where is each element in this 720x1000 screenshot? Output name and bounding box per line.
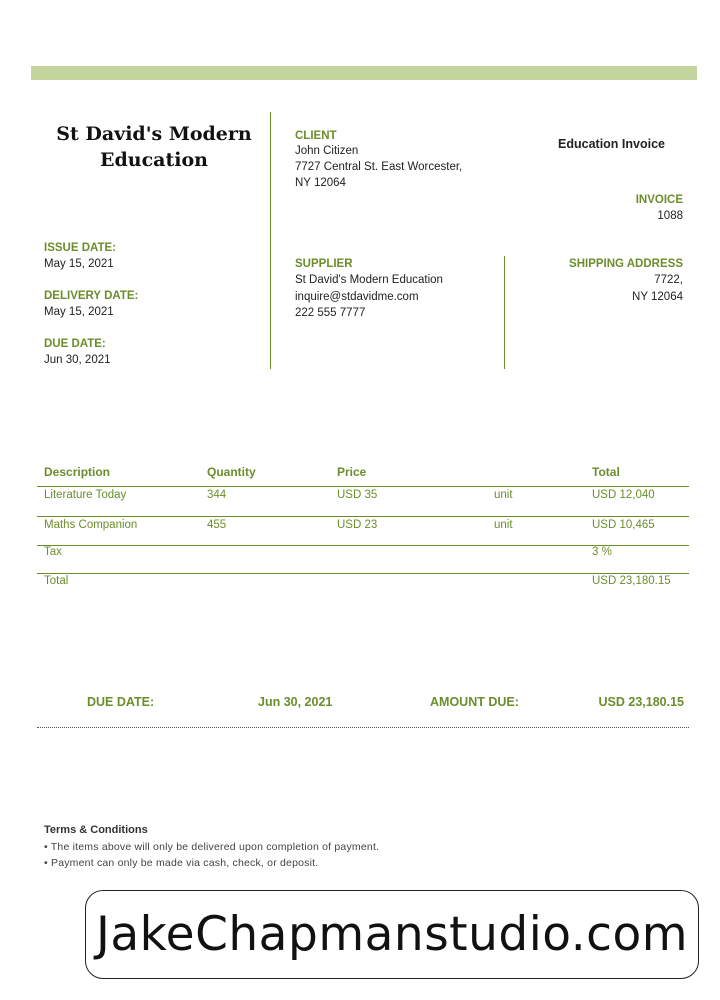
watermark-banner <box>85 890 699 979</box>
shipping-line2: NY 12064 <box>632 291 683 303</box>
supplier-phone: 222 555 7777 <box>295 307 366 319</box>
row2-description: Maths Companion <box>44 519 138 531</box>
issue-date-label: ISSUE DATE: <box>44 242 116 254</box>
row1-description: Literature Today <box>44 489 127 501</box>
watermark-text: JakeChapmanstudio.com <box>95 907 689 962</box>
tax-value: 3 % <box>592 546 612 558</box>
summary-amount-label: AMOUNT DUE: <box>430 695 519 709</box>
table-header-rule <box>37 486 689 487</box>
client-name: John Citizen <box>295 145 359 157</box>
row2-unit: unit <box>494 519 513 531</box>
summary-due-label: DUE DATE: <box>87 695 155 709</box>
document-type: Education Invoice <box>558 137 665 151</box>
summary-dotted-rule <box>37 727 689 728</box>
summary-amount-value: USD 23,180.15 <box>598 695 684 709</box>
supplier-email: inquire@stdavidme.com <box>295 291 419 303</box>
terms-line: • Payment can only be made via cash, check, or deposit. <box>44 857 319 869</box>
company-name: St David's Modern Education <box>56 123 252 171</box>
row1-quantity: 344 <box>207 489 227 501</box>
due-date-label: DUE DATE: <box>44 338 106 350</box>
delivery-date-label: DELIVERY DATE: <box>44 290 139 302</box>
divider-left <box>270 112 271 369</box>
table-row-rule <box>37 573 689 574</box>
table-row-rule <box>37 516 689 517</box>
row1-unit: unit <box>494 489 513 501</box>
client-label: CLIENT <box>295 130 337 142</box>
header-accent-bar <box>31 66 697 80</box>
invoice-label: INVOICE <box>635 194 683 206</box>
tax-label: Tax <box>44 546 62 558</box>
invoice-number: 1088 <box>657 210 683 222</box>
issue-date-value: May 15, 2021 <box>44 258 114 270</box>
col-header-quantity: Quantity <box>207 465 256 479</box>
supplier-label: SUPPLIER <box>295 258 353 270</box>
row1-total: USD 12,040 <box>592 489 655 501</box>
shipping-label: SHIPPING ADDRESS <box>569 258 683 270</box>
shipping-line1: 7722, <box>654 274 683 286</box>
summary-due-value: Jun 30, 2021 <box>258 695 333 709</box>
terms-title: Terms & Conditions <box>44 824 148 836</box>
total-value: USD 23,180.15 <box>592 575 671 587</box>
row2-total: USD 10,465 <box>592 519 655 531</box>
delivery-date-value: May 15, 2021 <box>44 306 114 318</box>
supplier-name: St David's Modern Education <box>295 274 443 286</box>
due-date-value: Jun 30, 2021 <box>44 354 111 366</box>
client-address-line2: NY 12064 <box>295 177 346 189</box>
row1-price: USD 35 <box>337 489 378 501</box>
total-label: Total <box>44 575 69 587</box>
row2-quantity: 455 <box>207 519 227 531</box>
divider-right <box>504 256 505 369</box>
terms-line: • The items above will only be delivered upon completion of payment. <box>44 841 380 853</box>
col-header-price: Price <box>337 465 367 479</box>
client-address-line1: 7727 Central St. East Worcester, <box>295 161 463 173</box>
row2-price: USD 23 <box>337 519 378 531</box>
col-header-description: Description <box>44 465 111 479</box>
col-header-total: Total <box>592 465 620 479</box>
